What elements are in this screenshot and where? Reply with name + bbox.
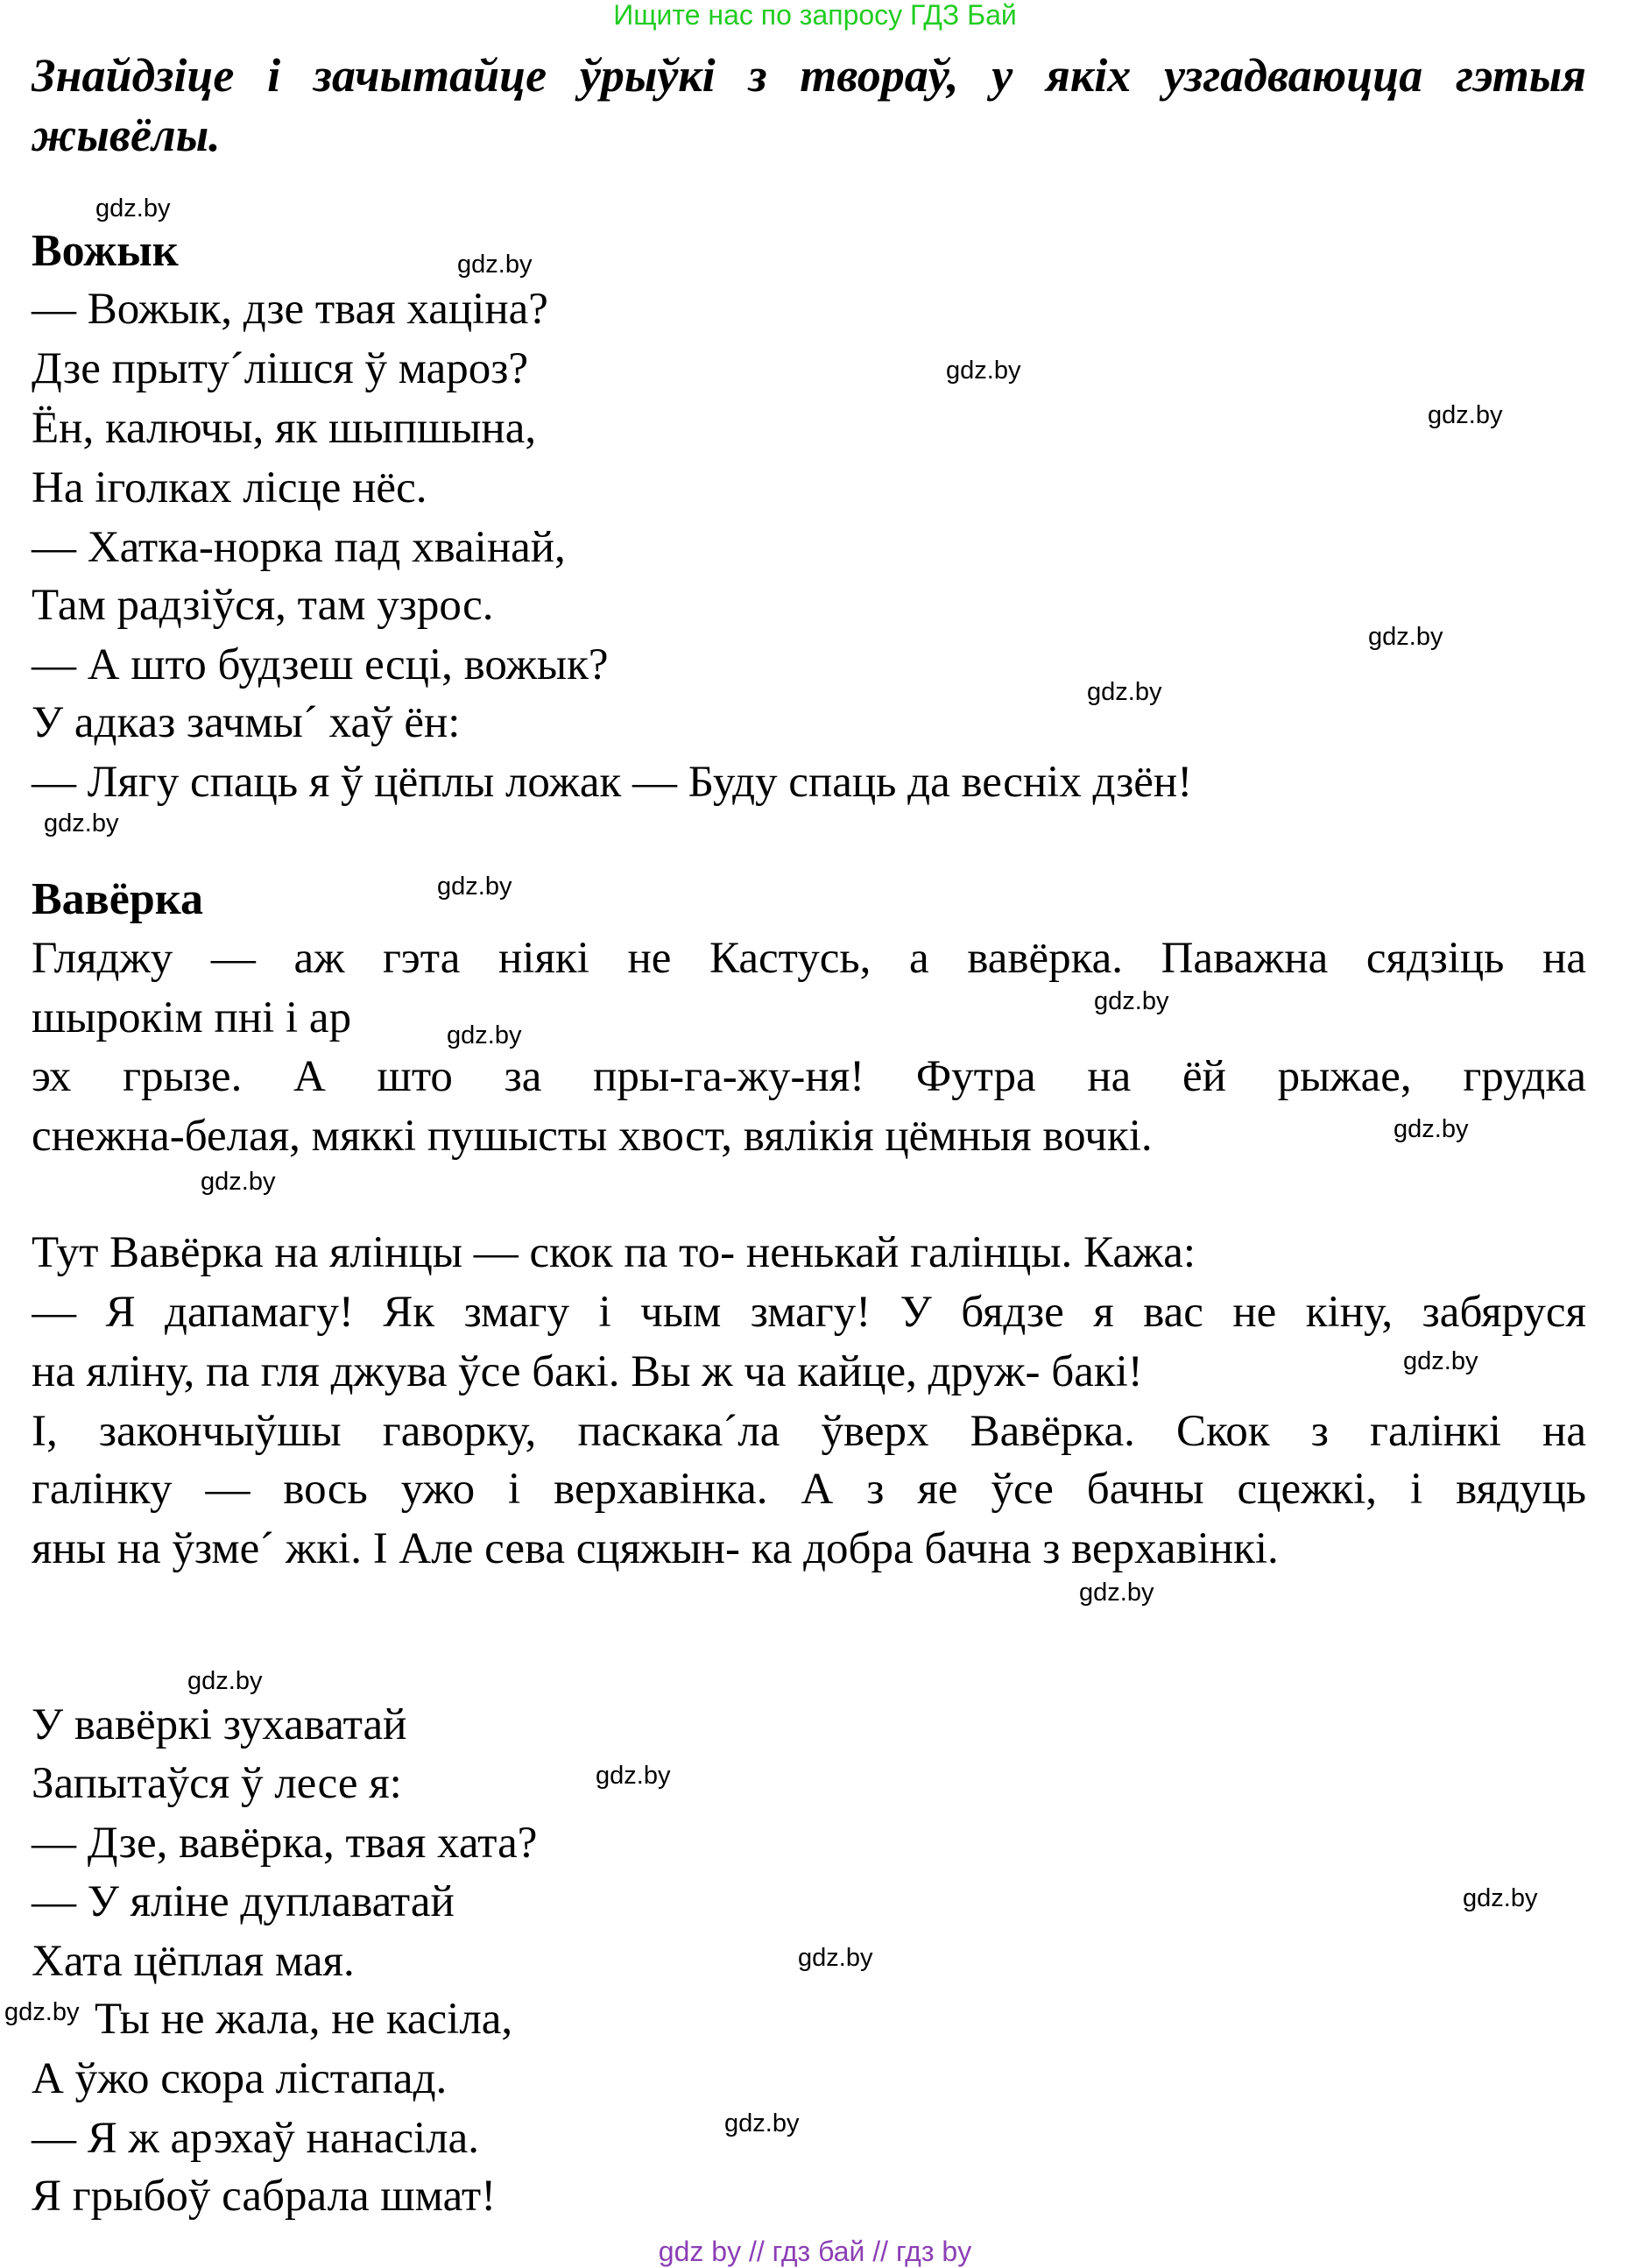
watermark: gdz.by: [4, 1998, 80, 2026]
watermark: gdz.by: [1087, 678, 1162, 706]
text-line: галінку — вось ужо і верхавінка. А з яе ўсе бачны сцежкі, і вядуць: [32, 1465, 1586, 1514]
poem-line: — Я ж арэхаў нанасіла.: [32, 2114, 480, 2163]
poem-line: — У яліне дуплаватай: [32, 1877, 455, 1926]
text-line: І, закончыўшы гаворку, паскака´ла ўверх Вавёрка. Скок з галінкі на: [32, 1407, 1586, 1456]
poem-line: У вавёркі зухаватай: [32, 1700, 407, 1749]
watermark: gdz.by: [798, 1944, 873, 1972]
section-title-vaverka: Вавёрка: [32, 874, 203, 924]
task-heading-line-1: Знайдзіце і зачытайце ўрыўкі з твораў, у якіх узгадваюцца гэтыя: [32, 49, 1586, 102]
task-heading: [32, 46, 1586, 165]
section-title-vozhyk: Вожык: [32, 226, 179, 276]
poem-line: У адказ зачмы´ хаў ён:: [32, 698, 461, 747]
text-line: — Я дапамагу! Як змагу і чым змагу! У бядзе я вас не кіну, забяруся: [32, 1288, 1586, 1337]
watermark: gdz.by: [447, 1021, 522, 1049]
poem-line: На іголках лісце нёс.: [32, 463, 427, 512]
text-line: снежна-белая, мяккі пушысты хвост, вялікія цёмныя вочкі.: [32, 1112, 1153, 1161]
watermark: gdz.by: [1463, 1884, 1538, 1912]
poem-line: Там радзіўся, там узрос.: [32, 581, 494, 630]
watermark: gdz.by: [187, 1667, 263, 1695]
poem-line: А ўжо скора лістапад.: [32, 2054, 448, 2103]
poem-line: Дзе прыту´лішся ў мароз?: [32, 344, 529, 393]
text-line: Тут Вавёрка на ялінцы — скок па то- ненькай галінцы. Кажа:: [32, 1228, 1196, 1277]
poem-line: — Лягу спаць я ў цёплы ложак — Буду спаць да весніх дзён!: [32, 758, 1193, 807]
poem-line: Ён, калючы, як шыпшына,: [32, 404, 537, 453]
watermark: gdz.by: [596, 1762, 671, 1790]
footer-links[interactable]: gdz by // гдз бай // гдз by: [658, 2236, 972, 2267]
watermark: gdz.by: [1428, 401, 1503, 429]
text-line: шырокім пні і ар: [32, 993, 352, 1042]
watermark: gdz.by: [1094, 987, 1169, 1015]
poem-line: — Вожык, дзе твая хаціна?: [32, 285, 548, 334]
watermark: gdz.by: [1394, 1115, 1469, 1143]
watermark: gdz.by: [1368, 623, 1443, 651]
watermark: gdz.by: [201, 1168, 276, 1196]
watermark: gdz.by: [946, 357, 1021, 385]
watermark: gdz.by: [437, 873, 512, 901]
watermark: gdz.by: [95, 194, 171, 223]
poem-line: — Дзе, вавёрка, твая хата?: [32, 1819, 538, 1868]
search-banner[interactable]: Ищите нас по запросу ГДЗ Бай: [613, 0, 1017, 31]
watermark: gdz.by: [457, 251, 533, 279]
watermark: gdz.by: [724, 2109, 800, 2137]
text-line: Гляджу — аж гэта ніякі не Кастусь, а вавёрка. Паважна сядзіць на: [32, 934, 1586, 983]
poem-line: — Хатка-норка пад хваінай,: [32, 523, 566, 572]
watermark: gdz.by: [44, 809, 119, 837]
watermark: gdz.by: [1079, 1579, 1154, 1607]
poem-line: Хата цёплая мая.: [32, 1937, 355, 1986]
task-heading-line-2: жывёлы.: [32, 109, 221, 161]
poem-line: Я грыбоў сабрала шмат!: [32, 2172, 497, 2221]
poem-line: Ты не жала, не касіла,: [95, 1995, 513, 2044]
poem-line: — А што будзеш есці, вожык?: [32, 640, 609, 689]
text-line: эх грызе. А што за пры-га-жу-ня! Футра на ёй рыжае, грудка: [32, 1052, 1586, 1101]
poem-line: Запытаўся ў лесе я:: [32, 1759, 402, 1808]
text-line: на яліну, па гля джува ўсе бакі. Вы ж ча кайце, друж- бакі!: [32, 1347, 1143, 1396]
watermark: gdz.by: [1403, 1347, 1478, 1375]
text-line: яны на ўзме´ жкі. І Але сева сцяжын- ка добра бачна з верхавінкі.: [32, 1524, 1279, 1573]
